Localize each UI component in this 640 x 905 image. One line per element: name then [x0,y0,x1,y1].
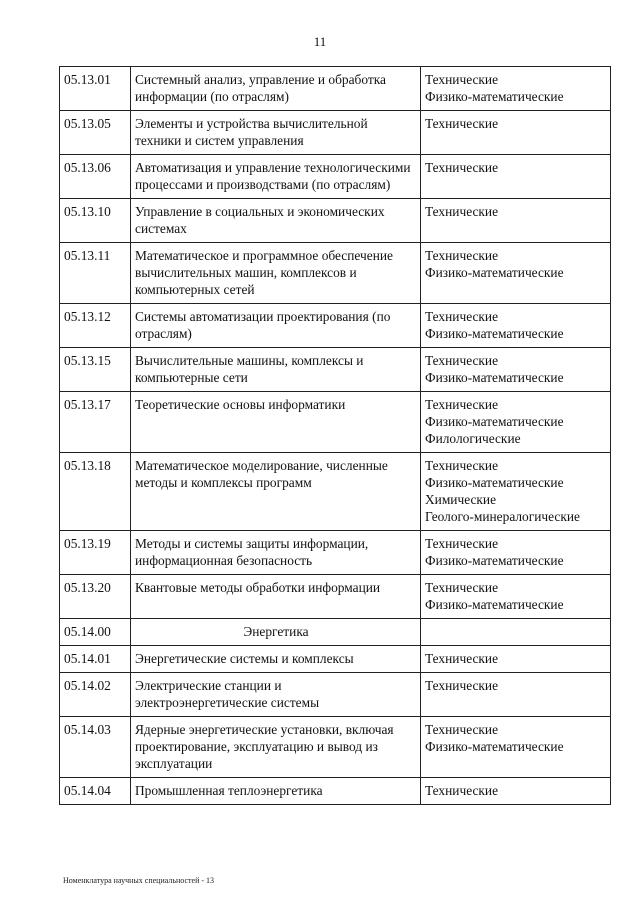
section-row [60,619,611,646]
specialty-name: Промышленная теплоэнергетика [131,778,421,805]
specialty-code: 05.14.00 [60,619,131,646]
table-row [60,392,611,453]
science-branch: Физико-математические [425,414,564,429]
science-branches [421,243,611,304]
science-branch: Физико-математические [425,89,564,104]
science-branch: Технические [425,458,499,473]
table-row [60,67,611,111]
science-branches [421,67,611,111]
specialty-name: Математическое моделирование, численные методы и комплексы программ [131,453,421,531]
science-branches [421,199,611,243]
table-row [60,646,611,673]
specialty-name: Вычислительные машины, комплексы и компьютерные сети [131,348,421,392]
science-branch: Физико-математические [425,265,564,280]
table-row [60,111,611,155]
specialty-name: Методы и системы защиты информации, информационная безопасность [131,531,421,575]
science-branches [421,646,611,673]
science-branch: Технические [425,248,499,263]
science-branch: Физико-математические [425,739,564,754]
science-branch: Технические [425,116,499,131]
table-row [60,778,611,805]
science-branches [421,575,611,619]
science-branches [421,453,611,531]
specialty-code: 05.13.06 [60,155,131,199]
table-row [60,304,611,348]
specialty-name: Математическое и программное обеспечение вычислительных машин, комплексов и компьютерных сетей [131,243,421,304]
specialty-code: 05.13.01 [60,67,131,111]
science-branches [421,619,611,646]
specialty-name: Квантовые методы обработки информации [131,575,421,619]
specialty-code: 05.13.15 [60,348,131,392]
science-branches [421,155,611,199]
section-title: Энергетика [131,619,421,646]
science-branch: Технические [425,309,499,324]
specialty-name: Ядерные энергетические установки, включая проектирование, эксплуатацию и вывод из эксплуатации [131,717,421,778]
science-branches [421,531,611,575]
specialty-name: Элементы и устройства вычислительной техники и систем управления [131,111,421,155]
specialty-name: Теоретические основы информатики [131,392,421,453]
specialty-code: 05.14.01 [60,646,131,673]
science-branch: Физико-математические [425,475,564,490]
science-branch: Геолого-минералогические [425,509,580,524]
science-branches [421,348,611,392]
specialty-name: Автоматизация и управление технологическими процессами и производствами (по отраслям) [131,155,421,199]
science-branch: Технические [425,536,499,551]
science-branch: Технические [425,580,499,595]
specialty-name: Управление в социальных и экономических системах [131,199,421,243]
science-branch: Технические [425,397,499,412]
table-row [60,199,611,243]
science-branch: Технические [425,651,499,666]
table-row [60,531,611,575]
table-row [60,243,611,304]
table-row [60,155,611,199]
science-branch: Технические [425,722,499,737]
specialties-table [59,66,611,805]
science-branch: Технические [425,160,499,175]
table-row [60,348,611,392]
specialty-name: Энергетические системы и комплексы [131,646,421,673]
specialty-name: Электрические станции и электроэнергетические системы [131,673,421,717]
table-row [60,717,611,778]
specialty-code: 05.14.04 [60,778,131,805]
table-body [60,67,611,805]
science-branch: Технические [425,204,499,219]
science-branch: Физико-математические [425,370,564,385]
science-branches [421,717,611,778]
specialty-code: 05.13.18 [60,453,131,531]
specialty-code: 05.13.10 [60,199,131,243]
specialty-code: 05.13.17 [60,392,131,453]
science-branches [421,111,611,155]
specialty-code: 05.13.05 [60,111,131,155]
specialty-name: Системный анализ, управление и обработка информации (по отраслям) [131,67,421,111]
table-row [60,673,611,717]
science-branches [421,304,611,348]
science-branches [421,778,611,805]
science-branch: Технические [425,72,499,87]
science-branch: Физико-математические [425,597,564,612]
science-branches [421,392,611,453]
science-branch: Технические [425,678,499,693]
science-branch: Физико-математические [425,553,564,568]
science-branch: Технические [425,353,499,368]
science-branches [421,673,611,717]
specialty-name: Системы автоматизации проектирования (по отраслям) [131,304,421,348]
science-branch: Химические [425,492,497,507]
specialty-code: 05.13.11 [60,243,131,304]
specialty-code: 05.13.19 [60,531,131,575]
table-row [60,453,611,531]
science-branch: Физико-математические [425,326,564,341]
specialty-code: 05.14.02 [60,673,131,717]
page-number: 11 [313,34,327,49]
specialty-code: 05.13.20 [60,575,131,619]
page-footer: Номенклатура научных специальностей - 13 [63,876,215,885]
table-row [60,575,611,619]
specialty-code: 05.14.03 [60,717,131,778]
science-branch: Филологические [425,431,521,446]
science-branch: Технические [425,783,499,798]
specialty-code: 05.13.12 [60,304,131,348]
